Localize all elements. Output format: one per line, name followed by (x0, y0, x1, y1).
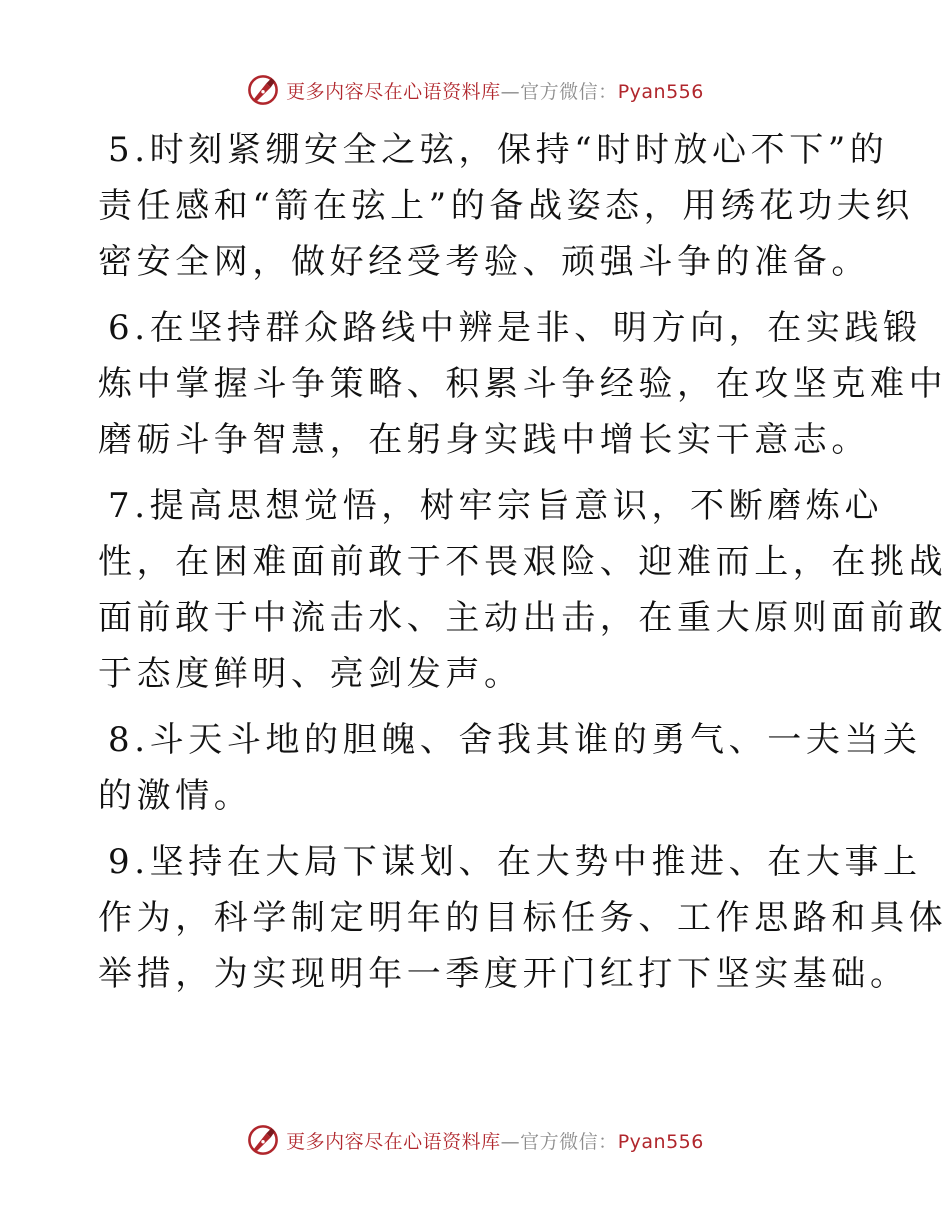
footer-brand: 更多内容尽在心语资料库 (286, 1130, 501, 1153)
paragraph-line: 作为，科学制定明年的目标任务、工作思路和具体 (98, 898, 948, 938)
paragraph-line: 5.时刻紧绷安全之弦，保持“时时放心不下”的 (108, 130, 889, 170)
footer-wechat-label: 官方微信： (520, 1130, 618, 1153)
paragraph-line: 于态度鲜明、亮剑发声。 (98, 654, 523, 694)
header-wechat-label: 官方微信： (520, 80, 618, 103)
paragraph-7 (98, 478, 948, 702)
header-wechat-id: Pyan556 (617, 80, 704, 103)
header-watermark (0, 72, 950, 108)
paragraph-6 (98, 300, 948, 468)
footer-dash: — (500, 1130, 521, 1153)
fountain-pen-logo-icon (246, 1123, 280, 1157)
fountain-pen-logo-icon (246, 73, 280, 107)
footer-wechat-id: Pyan556 (617, 1130, 704, 1153)
paragraph-5 (98, 122, 914, 290)
paragraph-line: 磨砺斗争智慧，在躬身实践中增长实干意志。 (98, 420, 870, 460)
paragraph-line: 炼中掌握斗争策略、积累斗争经验，在攻坚克难中 (98, 364, 948, 404)
paragraph-9 (98, 834, 948, 1002)
footer-watermark (0, 1122, 950, 1158)
paragraph-line: 6.在坚持群众路线中辨是非、明方向，在实践锻 (108, 308, 922, 348)
paragraph-line: 8.斗天斗地的胆魄、舍我其谁的勇气、一夫当关 (108, 720, 922, 760)
document-body (98, 122, 948, 1012)
header-brand: 更多内容尽在心语资料库 (286, 80, 501, 103)
paragraph-line: 7.提高思想觉悟，树牢宗旨意识，不断磨炼心 (108, 486, 884, 526)
paragraph-line: 9.坚持在大局下谋划、在大势中推进、在大事上 (108, 842, 922, 882)
header-text (286, 77, 704, 104)
paragraph-line: 密安全网，做好经受考验、顽强斗争的准备。 (98, 242, 870, 282)
paragraph-line: 举措，为实现明年一季度开门红打下坚实基础。 (98, 954, 909, 994)
paragraph-line: 责任感和“箭在弦上”的备战姿态，用绣花功夫织 (98, 186, 914, 226)
paragraph-line: 的激情。 (98, 776, 253, 816)
paragraph-line: 面前敢于中流击水、主动出击，在重大原则面前敢 (98, 598, 948, 638)
paragraph-line: 性，在困难面前敢于不畏艰险、迎难而上，在挑战 (98, 542, 948, 582)
header-dash: — (500, 80, 521, 103)
paragraph-8 (98, 712, 922, 824)
footer-text (286, 1127, 704, 1154)
